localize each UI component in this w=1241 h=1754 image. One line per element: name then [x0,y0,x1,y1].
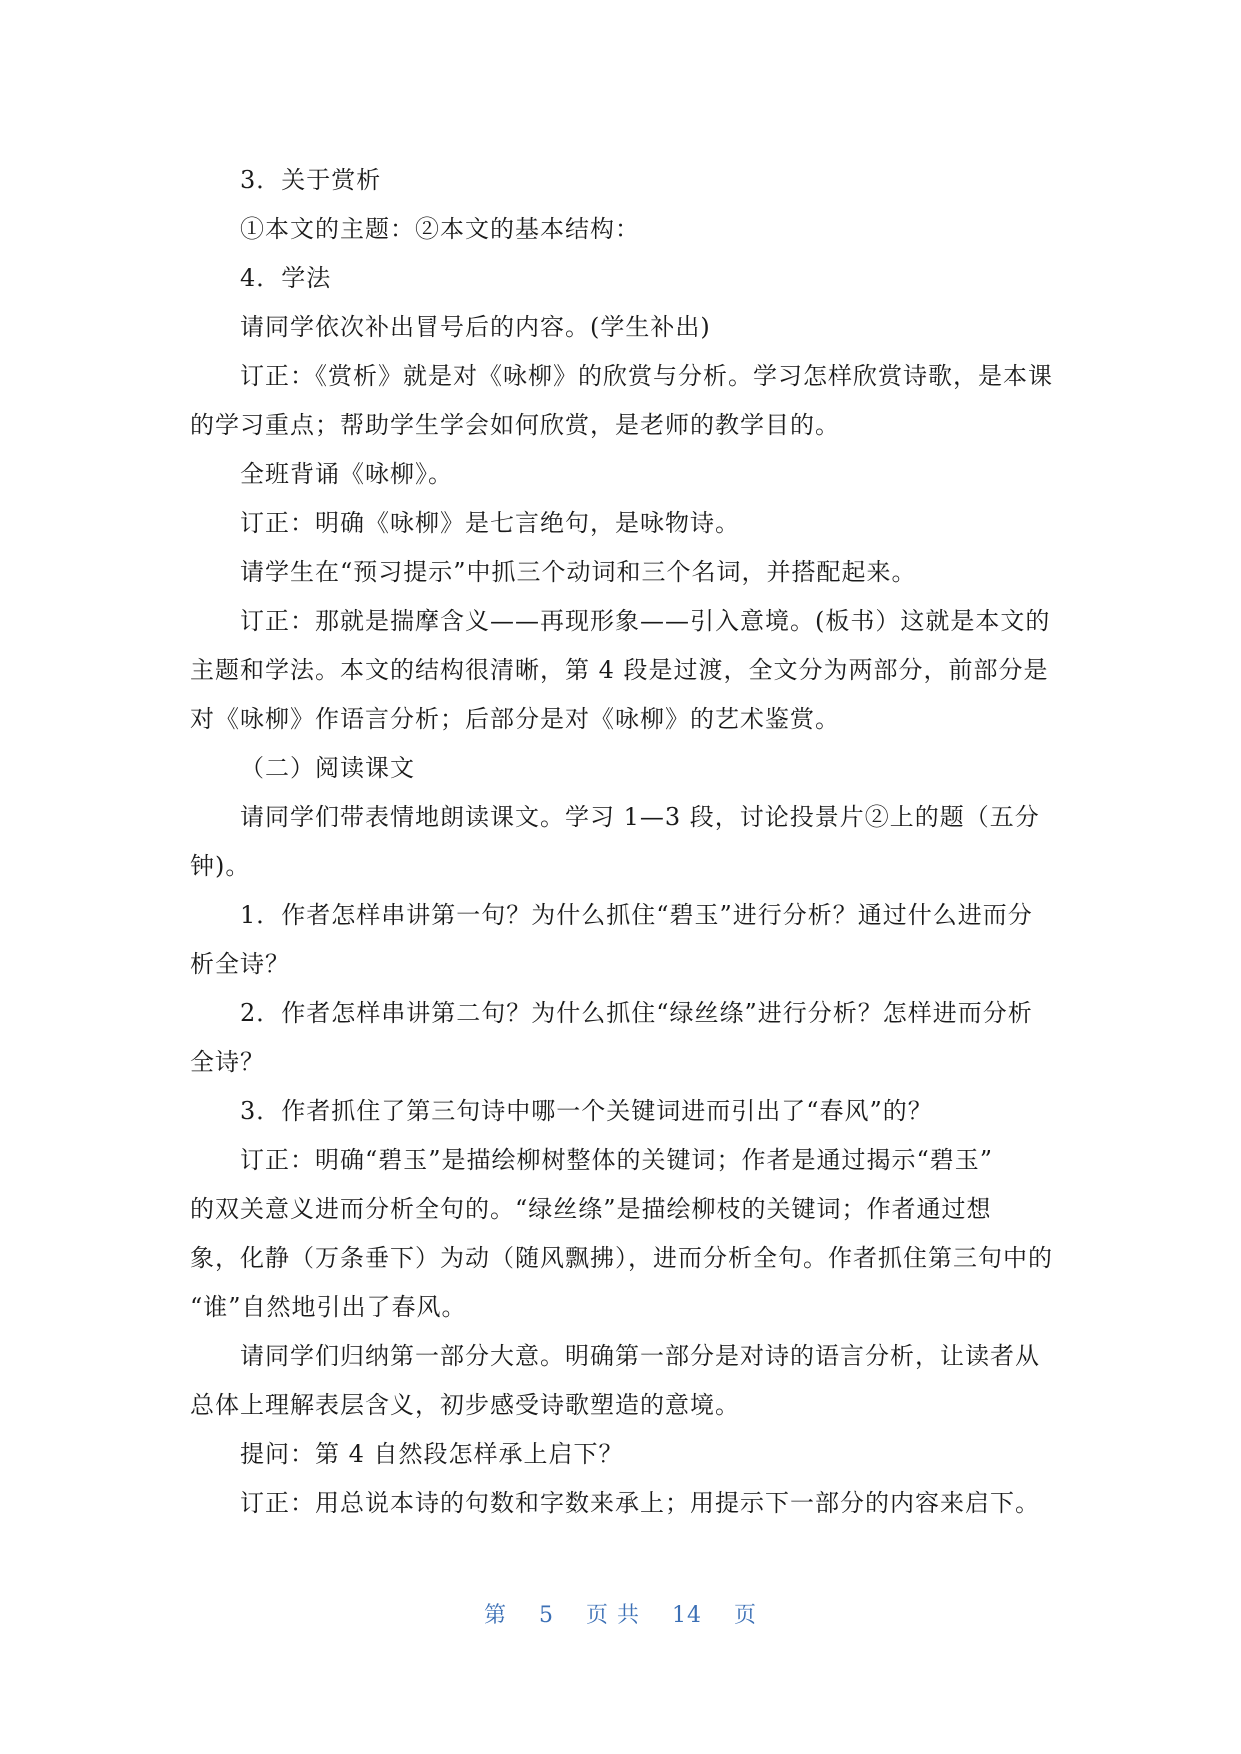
text-line: 请学生在“预习提示”中抓三个动词和三个名词，并搭配起来。 [240,558,917,586]
text-line: 请同学依次补出冒号后的内容。(学生补出) [240,313,711,341]
text-line: （二）阅读课文 [240,754,415,782]
text-line: 的双关意义进而分析全句的。“绿丝绦”是描绘柳枝的关键词；作者通过想 [190,1195,992,1223]
text-line: 的学习重点；帮助学生学会如何欣赏，是老师的教学目的。 [190,411,840,439]
text-line: 全班背诵《咏柳》。 [240,460,453,488]
text-line: “谁”自然地引出了春风。 [190,1293,467,1321]
text-line: 2．作者怎样串讲第二句？为什么抓住“绿丝绦”进行分析？怎样进而分析 [240,999,1033,1027]
footer-label-total: 页 共 [586,1603,640,1628]
text-line: 总体上理解表层含义，初步感受诗歌塑造的意境。 [190,1391,740,1419]
text-line: 4．学法 [240,264,332,292]
text-line: 对《咏柳》作语言分析；后部分是对《咏柳》的艺术鉴赏。 [190,705,840,733]
text-line: 提问：第 4 自然段怎样承上启下？ [240,1440,624,1468]
footer-total-pages: 14 [672,1603,702,1628]
text-line: 钟)。 [190,852,251,880]
text-line: 订正：那就是揣摩含义——再现形象——引入意境。(板书）这就是本文的 [240,607,1051,635]
text-line: 全诗？ [190,1048,265,1076]
text-line: 订正：明确“碧玉”是描绘柳树整体的关键词；作者是通过揭示“碧玉” [240,1146,994,1174]
text-line: 订正：明确《咏柳》是七言绝句，是咏物诗。 [240,509,740,537]
text-line: ①本文的主题：②本文的基本结构： [240,215,640,243]
text-line: 3．作者抓住了第三句诗中哪一个关键词进而引出了“春风”的？ [240,1097,933,1125]
text-line: 订正：《赏析》就是对《咏柳》的欣赏与分析。学习怎样欣赏诗歌，是本课 [240,362,1053,390]
text-line: 请同学们带表情地朗读课文。学习 1—3 段，讨论投景片②上的题（五分 [240,803,1040,831]
text-line: 请同学们归纳第一部分大意。明确第一部分是对诗的语言分析，让读者从 [240,1342,1040,1370]
text-line: 3．关于赏析 [240,166,382,194]
document-body [190,156,1052,1528]
footer-label-end: 页 [734,1603,758,1628]
text-line: 1．作者怎样串讲第一句？为什么抓住“碧玉”进行分析？通过什么进而分 [240,901,1033,929]
text-line: 象，化静（万条垂下）为动（随风飘拂），进而分析全句。作者抓住第三句中的 [190,1244,1053,1272]
text-line: 析全诗？ [190,950,290,978]
text-line: 订正：用总说本诗的句数和字数来承上；用提示下一部分的内容来启下。 [240,1489,1040,1517]
footer-label-page: 第 [483,1603,507,1628]
footer-current-page: 5 [539,1603,554,1628]
text-line: 主题和学法。本文的结构很清晰，第 4 段是过渡，全文分为两部分，前部分是 [190,656,1049,684]
page-footer [0,1598,1241,1629]
